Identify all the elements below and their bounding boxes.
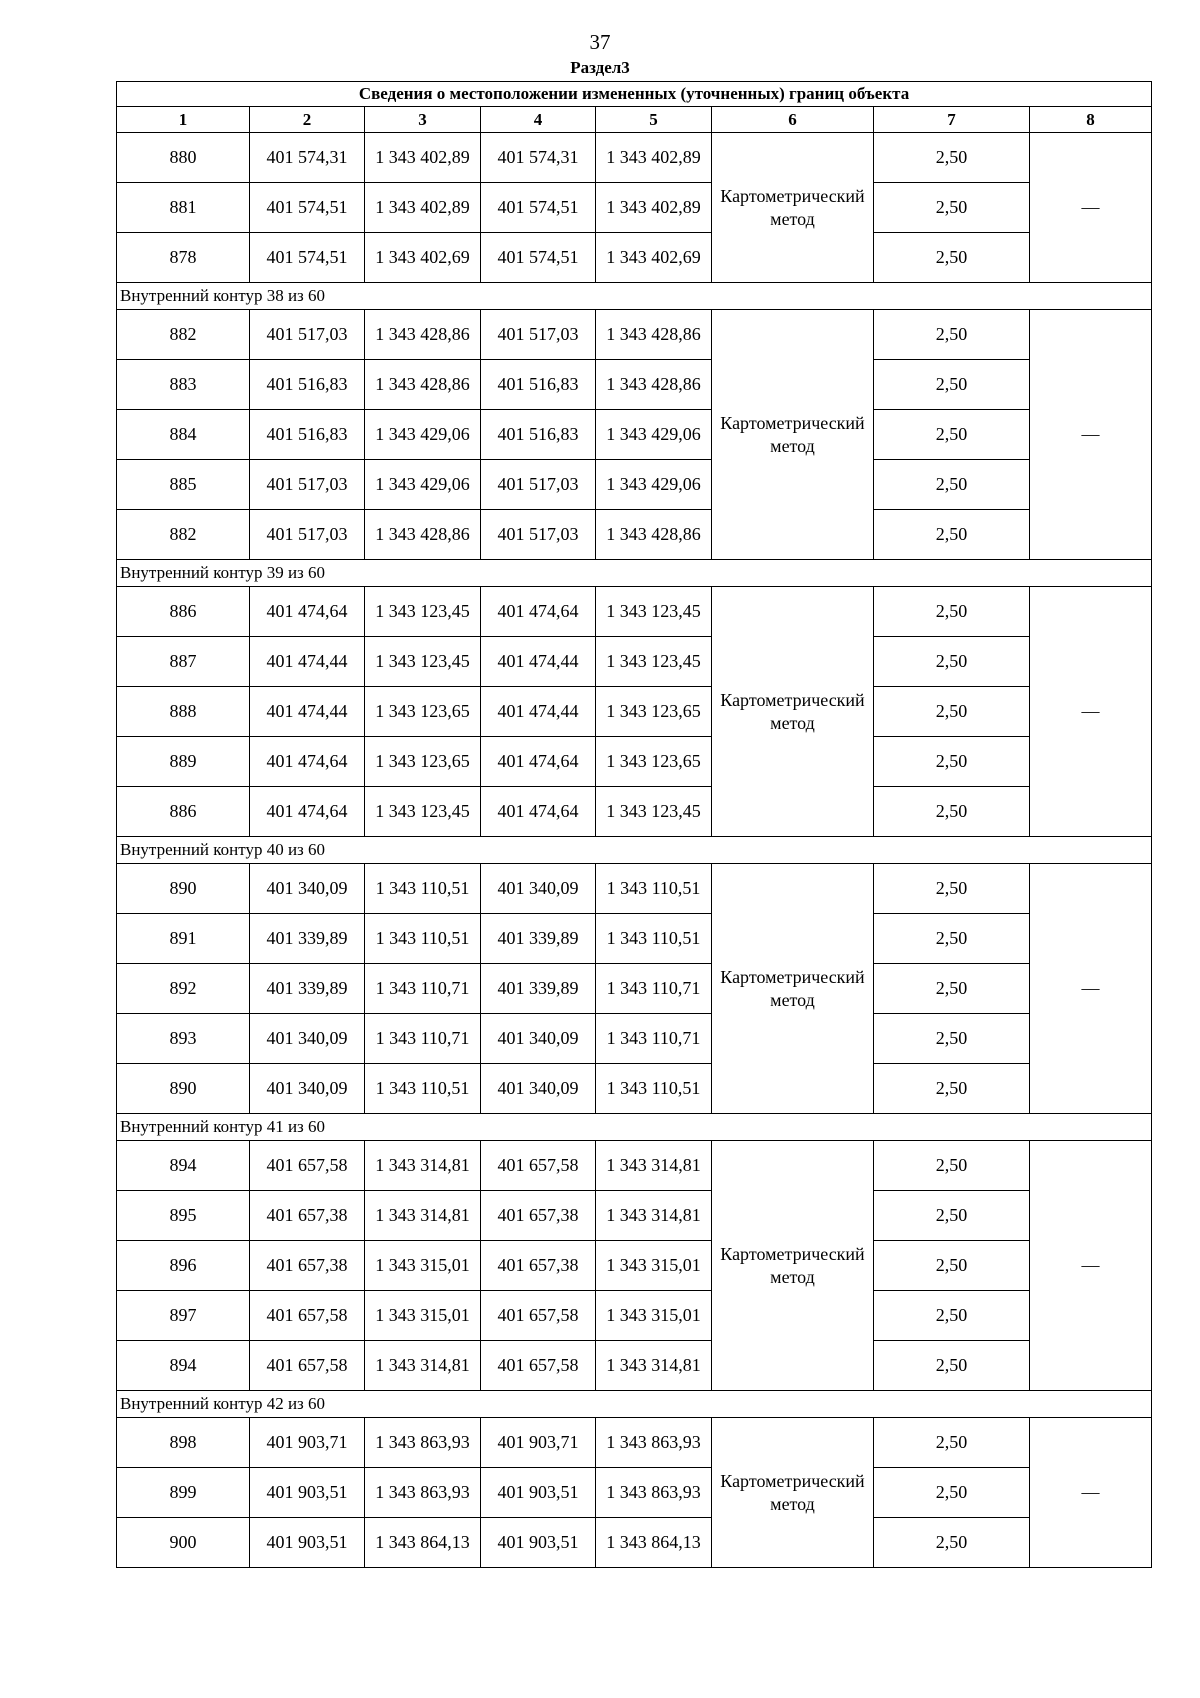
- x-after: 401 474,64: [481, 737, 596, 787]
- y-after: 1 343 429,06: [596, 460, 712, 510]
- x-before: 401 339,89: [250, 914, 365, 964]
- x-before: 401 340,09: [250, 1014, 365, 1064]
- precision-value: 2,50: [874, 1291, 1030, 1341]
- x-after: 401 657,38: [481, 1191, 596, 1241]
- contour-label: Внутренний контур 42 из 60: [117, 1391, 1152, 1418]
- table-row: [117, 787, 1152, 837]
- table-row: [117, 587, 1152, 637]
- y-after: 1 343 123,65: [596, 687, 712, 737]
- precision-value: 2,50: [874, 964, 1030, 1014]
- point-number: 898: [117, 1418, 250, 1468]
- precision-value: 2,50: [874, 183, 1030, 233]
- y-after: 1 343 402,69: [596, 233, 712, 283]
- x-before: 401 903,51: [250, 1518, 365, 1568]
- precision-value: 2,50: [874, 587, 1030, 637]
- x-after: 401 903,51: [481, 1518, 596, 1568]
- x-after: 401 340,09: [481, 1014, 596, 1064]
- contour-label-row: [117, 1114, 1152, 1141]
- contour-label-row: [117, 560, 1152, 587]
- contour-label: Внутренний контур 41 из 60: [117, 1114, 1152, 1141]
- precision-value: 2,50: [874, 864, 1030, 914]
- method-cell: Картометрический метод: [712, 587, 874, 837]
- point-number: 882: [117, 310, 250, 360]
- contour-label-row: [117, 1391, 1152, 1418]
- point-number: 893: [117, 1014, 250, 1064]
- x-after: 401 516,83: [481, 410, 596, 460]
- y-after: 1 343 110,51: [596, 914, 712, 964]
- y-after: 1 343 402,89: [596, 183, 712, 233]
- contour-label-row: [117, 283, 1152, 310]
- contour-label: Внутренний контур 40 из 60: [117, 837, 1152, 864]
- x-before: 401 516,83: [250, 410, 365, 460]
- x-after: 401 339,89: [481, 964, 596, 1014]
- x-before: 401 574,51: [250, 233, 365, 283]
- point-number: 890: [117, 864, 250, 914]
- table-row: [117, 964, 1152, 1014]
- x-after: 401 574,51: [481, 183, 596, 233]
- point-number: 883: [117, 360, 250, 410]
- x-before: 401 340,09: [250, 864, 365, 914]
- col8-cell: —: [1030, 587, 1152, 837]
- x-before: 401 657,38: [250, 1241, 365, 1291]
- point-number: 894: [117, 1141, 250, 1191]
- y-before: 1 343 863,93: [365, 1468, 481, 1518]
- x-before: 401 474,64: [250, 587, 365, 637]
- point-number: 897: [117, 1291, 250, 1341]
- x-before: 401 474,44: [250, 687, 365, 737]
- y-before: 1 343 864,13: [365, 1518, 481, 1568]
- col8-cell: —: [1030, 310, 1152, 560]
- point-number: 882: [117, 510, 250, 560]
- table-row: [117, 1064, 1152, 1114]
- y-before: 1 343 402,89: [365, 133, 481, 183]
- point-number: 884: [117, 410, 250, 460]
- x-before: 401 517,03: [250, 460, 365, 510]
- precision-value: 2,50: [874, 233, 1030, 283]
- precision-value: 2,50: [874, 510, 1030, 560]
- point-number: 886: [117, 587, 250, 637]
- y-before: 1 343 110,71: [365, 964, 481, 1014]
- x-after: 401 903,51: [481, 1468, 596, 1518]
- precision-value: 2,50: [874, 1341, 1030, 1391]
- col8-cell: —: [1030, 1418, 1152, 1568]
- precision-value: 2,50: [874, 1468, 1030, 1518]
- y-after: 1 343 123,45: [596, 787, 712, 837]
- y-after: 1 343 429,06: [596, 410, 712, 460]
- page-number: 37: [589, 30, 611, 54]
- precision-value: 2,50: [874, 460, 1030, 510]
- x-before: 401 903,71: [250, 1418, 365, 1468]
- x-after: 401 474,44: [481, 637, 596, 687]
- y-after: 1 343 314,81: [596, 1341, 712, 1391]
- table-row: [117, 1014, 1152, 1064]
- y-after: 1 343 315,01: [596, 1291, 712, 1341]
- precision-value: 2,50: [874, 687, 1030, 737]
- point-number: 896: [117, 1241, 250, 1291]
- y-before: 1 343 314,81: [365, 1341, 481, 1391]
- y-before: 1 343 428,86: [365, 360, 481, 410]
- precision-value: 2,50: [874, 360, 1030, 410]
- y-before: 1 343 429,06: [365, 460, 481, 510]
- point-number: 886: [117, 787, 250, 837]
- precision-value: 2,50: [874, 1064, 1030, 1114]
- x-before: 401 657,58: [250, 1291, 365, 1341]
- y-before: 1 343 123,45: [365, 587, 481, 637]
- y-before: 1 343 314,81: [365, 1141, 481, 1191]
- table-row: [117, 687, 1152, 737]
- y-before: 1 343 110,51: [365, 864, 481, 914]
- precision-value: 2,50: [874, 1141, 1030, 1191]
- x-after: 401 474,44: [481, 687, 596, 737]
- point-number: 885: [117, 460, 250, 510]
- y-before: 1 343 428,86: [365, 510, 481, 560]
- table-row: [117, 1291, 1152, 1341]
- table-row: [117, 460, 1152, 510]
- point-number: 887: [117, 637, 250, 687]
- table-row: [117, 864, 1152, 914]
- x-before: 401 657,58: [250, 1341, 365, 1391]
- y-after: 1 343 110,51: [596, 864, 712, 914]
- precision-value: 2,50: [874, 410, 1030, 460]
- table-row: [117, 183, 1152, 233]
- y-before: 1 343 402,89: [365, 183, 481, 233]
- point-number: 891: [117, 914, 250, 964]
- y-before: 1 343 123,65: [365, 737, 481, 787]
- precision-value: 2,50: [874, 133, 1030, 183]
- x-after: 401 517,03: [481, 510, 596, 560]
- table-row: [117, 310, 1152, 360]
- point-number: 880: [117, 133, 250, 183]
- precision-value: 2,50: [874, 1518, 1030, 1568]
- y-before: 1 343 429,06: [365, 410, 481, 460]
- x-after: 401 474,64: [481, 587, 596, 637]
- precision-value: 2,50: [874, 1418, 1030, 1468]
- y-after: 1 343 123,65: [596, 737, 712, 787]
- column-header: 4: [481, 107, 596, 133]
- point-number: 889: [117, 737, 250, 787]
- x-after: 401 657,58: [481, 1291, 596, 1341]
- x-after: 401 340,09: [481, 1064, 596, 1114]
- section-title: Раздел3: [570, 58, 630, 77]
- x-before: 401 903,51: [250, 1468, 365, 1518]
- precision-value: 2,50: [874, 637, 1030, 687]
- point-number: 888: [117, 687, 250, 737]
- x-after: 401 574,31: [481, 133, 596, 183]
- y-after: 1 343 110,51: [596, 1064, 712, 1114]
- x-after: 401 517,03: [481, 310, 596, 360]
- y-before: 1 343 315,01: [365, 1291, 481, 1341]
- x-before: 401 574,51: [250, 183, 365, 233]
- y-before: 1 343 428,86: [365, 310, 481, 360]
- y-after: 1 343 402,89: [596, 133, 712, 183]
- table-body: [117, 82, 1152, 1568]
- y-before: 1 343 123,45: [365, 637, 481, 687]
- column-header: 1: [117, 107, 250, 133]
- table-row: [117, 1468, 1152, 1518]
- y-before: 1 343 123,65: [365, 687, 481, 737]
- point-number: 881: [117, 183, 250, 233]
- precision-value: 2,50: [874, 1014, 1030, 1064]
- x-after: 401 474,64: [481, 787, 596, 837]
- y-before: 1 343 314,81: [365, 1191, 481, 1241]
- method-cell: Картометрический метод: [712, 310, 874, 560]
- y-after: 1 343 864,13: [596, 1518, 712, 1568]
- y-after: 1 343 110,71: [596, 1014, 712, 1064]
- x-before: 401 474,44: [250, 637, 365, 687]
- y-after: 1 343 863,93: [596, 1418, 712, 1468]
- y-after: 1 343 123,45: [596, 637, 712, 687]
- table-row: [117, 1418, 1152, 1468]
- table-row: [117, 510, 1152, 560]
- point-number: 878: [117, 233, 250, 283]
- x-after: 401 516,83: [481, 360, 596, 410]
- point-number: 890: [117, 1064, 250, 1114]
- x-after: 401 657,58: [481, 1141, 596, 1191]
- table-row: [117, 1191, 1152, 1241]
- table-caption-row: [117, 82, 1152, 107]
- x-after: 401 903,71: [481, 1418, 596, 1468]
- col8-cell: —: [1030, 1141, 1152, 1391]
- point-number: 895: [117, 1191, 250, 1241]
- table-row: [117, 1141, 1152, 1191]
- method-cell: Картометрический метод: [712, 133, 874, 283]
- y-after: 1 343 428,86: [596, 360, 712, 410]
- column-header: 2: [250, 107, 365, 133]
- boundary-coordinates-table: [116, 81, 1152, 1568]
- table-row: [117, 410, 1152, 460]
- y-before: 1 343 110,71: [365, 1014, 481, 1064]
- table-row: [117, 914, 1152, 964]
- precision-value: 2,50: [874, 1191, 1030, 1241]
- x-before: 401 474,64: [250, 737, 365, 787]
- y-before: 1 343 123,45: [365, 787, 481, 837]
- x-before: 401 657,58: [250, 1141, 365, 1191]
- table-row: [117, 233, 1152, 283]
- x-before: 401 339,89: [250, 964, 365, 1014]
- x-after: 401 657,58: [481, 1341, 596, 1391]
- column-header-row: [117, 107, 1152, 133]
- y-before: 1 343 315,01: [365, 1241, 481, 1291]
- x-after: 401 657,38: [481, 1241, 596, 1291]
- x-before: 401 516,83: [250, 360, 365, 410]
- method-cell: Картометрический метод: [712, 864, 874, 1114]
- table-row: [117, 1241, 1152, 1291]
- y-after: 1 343 123,45: [596, 587, 712, 637]
- y-after: 1 343 863,93: [596, 1468, 712, 1518]
- point-number: 894: [117, 1341, 250, 1391]
- precision-value: 2,50: [874, 914, 1030, 964]
- column-header: 6: [712, 107, 874, 133]
- table-row: [117, 737, 1152, 787]
- col8-cell: —: [1030, 864, 1152, 1114]
- precision-value: 2,50: [874, 787, 1030, 837]
- table-row: [117, 133, 1152, 183]
- table-caption: Сведения о местоположении измененных (уточненных) границ объекта: [117, 82, 1152, 107]
- y-after: 1 343 110,71: [596, 964, 712, 1014]
- column-header: 7: [874, 107, 1030, 133]
- y-after: 1 343 428,86: [596, 310, 712, 360]
- y-before: 1 343 110,51: [365, 914, 481, 964]
- x-after: 401 339,89: [481, 914, 596, 964]
- point-number: 892: [117, 964, 250, 1014]
- x-before: 401 340,09: [250, 1064, 365, 1114]
- x-after: 401 340,09: [481, 864, 596, 914]
- precision-value: 2,50: [874, 737, 1030, 787]
- col8-cell: —: [1030, 133, 1152, 283]
- x-after: 401 517,03: [481, 460, 596, 510]
- y-after: 1 343 314,81: [596, 1191, 712, 1241]
- point-number: 900: [117, 1518, 250, 1568]
- y-before: 1 343 110,51: [365, 1064, 481, 1114]
- y-before: 1 343 863,93: [365, 1418, 481, 1468]
- column-header: 5: [596, 107, 712, 133]
- x-before: 401 517,03: [250, 510, 365, 560]
- method-cell: Картометрический метод: [712, 1141, 874, 1391]
- x-before: 401 574,31: [250, 133, 365, 183]
- table-row: [117, 1341, 1152, 1391]
- contour-label-row: [117, 837, 1152, 864]
- table-row: [117, 1518, 1152, 1568]
- precision-value: 2,50: [874, 310, 1030, 360]
- precision-value: 2,50: [874, 1241, 1030, 1291]
- table-row: [117, 360, 1152, 410]
- column-header: 8: [1030, 107, 1152, 133]
- y-before: 1 343 402,69: [365, 233, 481, 283]
- point-number: 899: [117, 1468, 250, 1518]
- contour-label: Внутренний контур 39 из 60: [117, 560, 1152, 587]
- x-before: 401 517,03: [250, 310, 365, 360]
- x-before: 401 474,64: [250, 787, 365, 837]
- y-after: 1 343 315,01: [596, 1241, 712, 1291]
- x-after: 401 574,51: [481, 233, 596, 283]
- method-cell: Картометрический метод: [712, 1418, 874, 1568]
- y-after: 1 343 314,81: [596, 1141, 712, 1191]
- x-before: 401 657,38: [250, 1191, 365, 1241]
- column-header: 3: [365, 107, 481, 133]
- y-after: 1 343 428,86: [596, 510, 712, 560]
- table-row: [117, 637, 1152, 687]
- contour-label: Внутренний контур 38 из 60: [117, 283, 1152, 310]
